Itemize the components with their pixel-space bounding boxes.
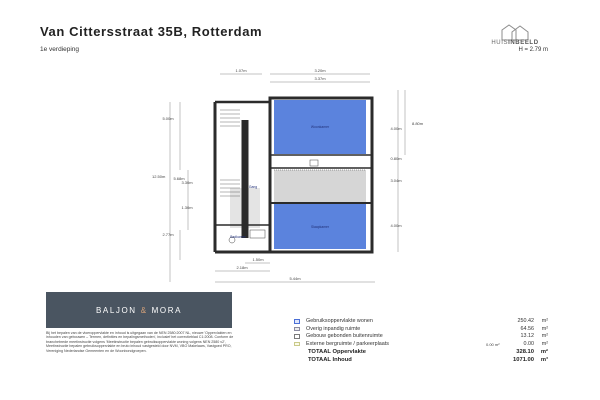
dim-top-left: 1.07m: [235, 68, 247, 73]
brand-name: HUISINBEELD: [491, 40, 539, 46]
area-legend: [290, 318, 550, 364]
dim-left-total: 12.50m: [152, 174, 166, 179]
page-title: Van Cittersstraat 35B, Rotterdam: [40, 24, 263, 39]
swatch-buiten: [294, 334, 300, 339]
dim-left-mid: 5.68m: [173, 176, 185, 181]
dim-left-mid2: 3.30m: [181, 180, 193, 185]
room-label-gang: Gang: [248, 185, 258, 189]
measurement-disclaimer: Bij het bepalen van de vloeroppervlakte en inhoud is uitgegaan van de NEN 2580:2007 NL, nieuwe 'Oppervlakten en inhouden van gebouwen – Termen, definities en bepalingsmethoden', inclusief het correctieblad C1:2008. Conform de branchebrede meetinstructie volgens 'Meetinstructie bepalen gebruiksoppervlakte woning volgens NEN 2580 v2', Meetinstructie bepalen gebruiksoppervlakte en bruto inhoud vastgesteld door NVM, VBO Makelaars, Vastgoed PRO, Vereniging Nederlandse Gemeenten en de Woonbondgroepen.: [46, 331, 234, 353]
swatch-wonen: [294, 319, 300, 324]
room-label-lower: Slaapkamer: [310, 225, 330, 229]
swatch-extern: [294, 342, 300, 347]
room-label-badkamer: Badkamer: [230, 235, 246, 239]
dim-bottom-small: 1.50m: [252, 257, 264, 262]
room-fills: [215, 100, 366, 252]
ceiling-height: H = 2.79 m: [518, 47, 548, 53]
swatch-overig: [294, 327, 300, 332]
legend-row-wonen: Gebruiksoppervlakte wonen 250.42 m²: [290, 318, 550, 326]
dim-right-low: 4.00m: [390, 223, 402, 228]
dim-top-inner: 3.37m: [314, 76, 326, 81]
legend-row-extern: Externe bergruimte / parkeerplaats 0.00 m² 0.00 m²: [290, 341, 550, 349]
total-area-row: TOTAAL Oppervlakte 328.10 m²: [308, 349, 548, 355]
floor-plan: [150, 60, 450, 292]
agency-logo: BALJON & MORA: [46, 292, 232, 328]
dim-left-low: 1.30m: [181, 205, 193, 210]
floor-label: 1e verdieping: [40, 46, 80, 53]
dim-right-mid-a: 0.80m: [390, 156, 402, 161]
dim-top-right: 3.20m: [314, 68, 326, 73]
dim-right-total: 8.80m: [412, 121, 424, 126]
room-label-upper: Woonkamer: [310, 125, 330, 129]
dim-left-upper: 5.00m: [162, 116, 174, 121]
dim-bottom-mid: 2.18m: [236, 265, 248, 270]
stairs: [220, 110, 240, 196]
legend-row-buiten: Gebouw gebonden buitenruimte 13.12 m²: [290, 333, 550, 341]
dim-left-bottom: 2.77m: [162, 232, 174, 237]
dim-right-upper: 4.00m: [390, 126, 402, 131]
total-volume-row: TOTAAL Inhoud 1071.00 m³: [308, 357, 548, 363]
room-middle: [274, 170, 366, 204]
dim-right-mid-b: 3.04m: [390, 178, 402, 183]
badkamer-area: [215, 228, 260, 252]
legend-row-overig: Overig inpandig ruimte 64.56 m²: [290, 326, 550, 334]
dim-bottom-total: 5.44m: [289, 276, 301, 281]
